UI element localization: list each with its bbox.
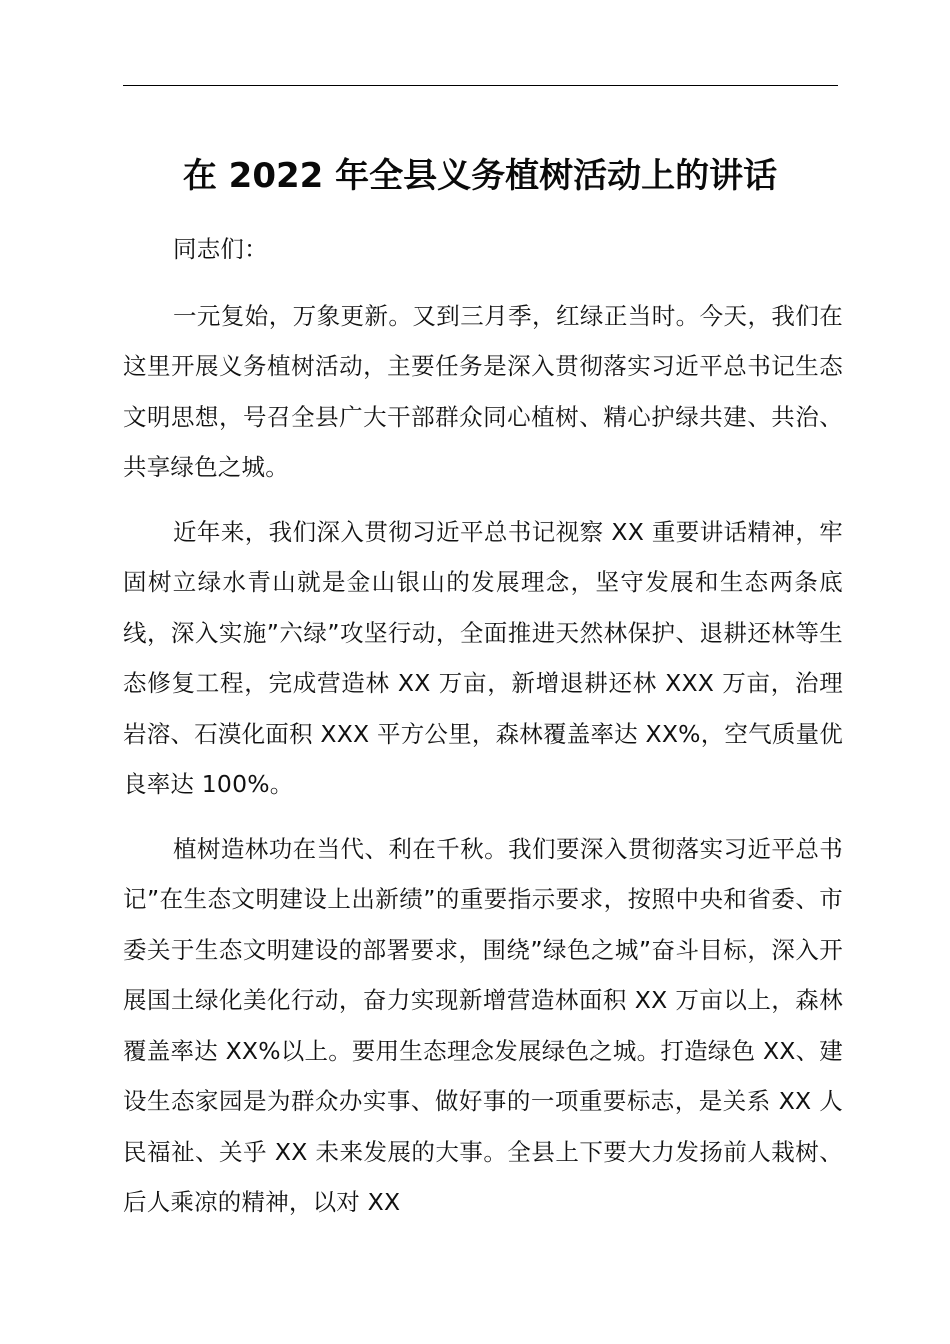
header-divider: [123, 85, 838, 86]
paragraph-3: 植树造林功在当代、利在千秋。我们要深入贯彻落实习近平总书记”在生态文明建设上出新绩”的重要指示要求，按照中央和省委、市委关于生态文明建设的部署要求，围绕”绿色之城”奋斗目标，深入开展国土绿化美化行动，奋力实现新增营造林面积 XX 万亩以上，森林覆盖率达 XX%以上。要用生态理念发展绿色之城。打造绿色 XX、建设生态家园是为群众办实事、做好事的一项重要标志，是关系 XX 人民福祉、关乎 XX 未来发展的大事。全县上下要大力发扬前人栽树、后人乘凉的精神，以对 XX: [123, 834, 843, 1216]
document-body: [123, 224, 843, 1242]
paragraph-2: 近年来，我们深入贯彻习近平总书记视察 XX 重要讲话精神，牢固树立绿水青山就是金山银山的发展理念，坚守发展和生态两条底线，深入实施”六绿”攻坚行动，全面推进天然林保护、退耕还林等生态修复工程，完成营造林 XX 万亩，新增退耕还林 XXX 万亩，治理岩溶、石漠化面积 XXX 平方公里，森林覆盖率达 XX%，空气质量优良率达 100%。: [123, 517, 843, 798]
document-title: 在 2022 年全县义务植树活动上的讲话: [182, 156, 778, 196]
salutation: 同志们：: [173, 235, 268, 263]
paragraph-1: 一元复始，万象更新。又到三月季，红绿正当时。今天，我们在这里开展义务植树活动，主要任务是深入贯彻落实习近平总书记生态文明思想，号召全县广大干部群众同心植树、精心护绿共建、共治、共享绿色之城。: [123, 301, 843, 481]
